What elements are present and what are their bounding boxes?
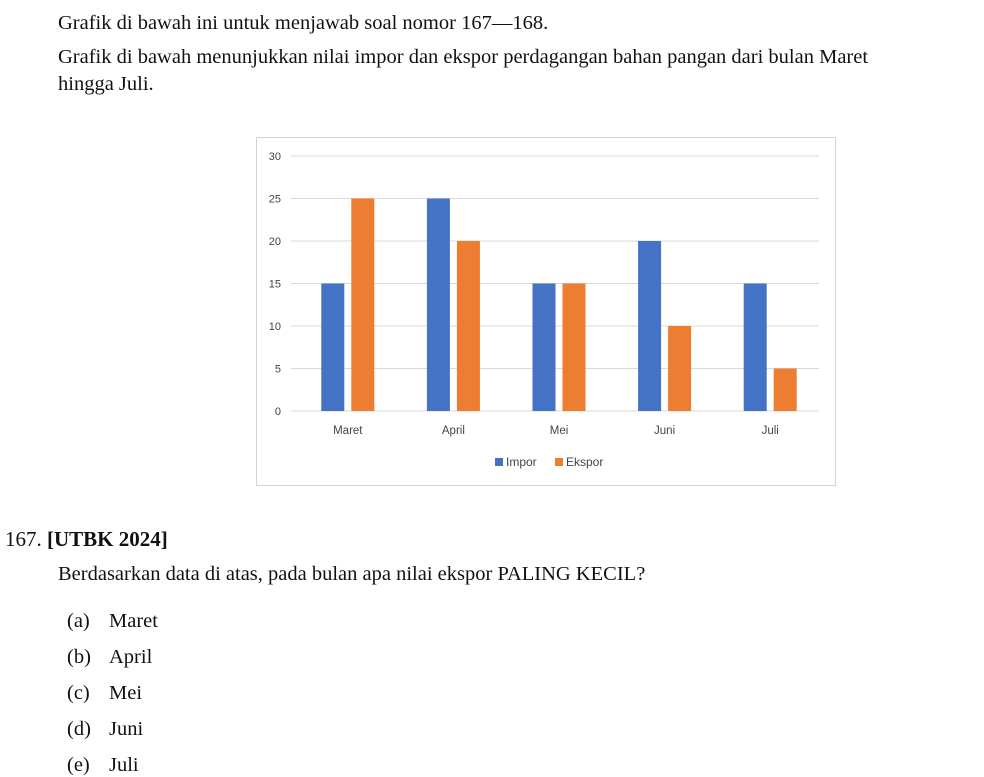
legend-swatch-ekspor <box>555 458 563 466</box>
bar-impor-maret <box>321 284 344 412</box>
question-number: 167. <box>5 527 42 551</box>
option-text: Juni <box>109 718 144 740</box>
y-tick-label: 0 <box>274 406 281 418</box>
intro-text: Grafik di bawah ini untuk menjawab soal nomor 167—168. <box>58 12 549 34</box>
y-tick-label: 15 <box>268 278 281 291</box>
legend-swatch-impor <box>495 458 503 466</box>
answer-option[interactable] <box>67 646 152 669</box>
description-line-1: Grafik di bawah menunjukkan nilai impor dan ekspor perdagangan bahan pangan dari bulan Maret <box>58 46 869 68</box>
x-tick-label: Juli <box>761 425 779 437</box>
legend-label-ekspor: Ekspor <box>566 455 604 469</box>
option-label: (a) <box>67 610 90 632</box>
option-text: Juli <box>109 754 139 776</box>
option-label: (d) <box>67 718 91 740</box>
answer-option[interactable] <box>67 610 158 633</box>
bar-impor-juli <box>744 284 767 412</box>
x-tick-label: April <box>441 425 465 437</box>
bar-ekspor-mei <box>563 284 586 412</box>
option-label: (b) <box>67 646 91 668</box>
bar-ekspor-juli <box>774 369 797 412</box>
y-tick-label: 5 <box>274 363 281 376</box>
legend-label-impor: Impor <box>506 455 537 469</box>
y-tick-label: 20 <box>268 236 281 248</box>
bar-ekspor-maret <box>351 199 374 412</box>
answer-option[interactable] <box>67 682 142 705</box>
y-tick-label: 30 <box>268 151 281 163</box>
question-source: [UTBK 2024] <box>47 527 168 551</box>
bar-ekspor-juni <box>668 326 691 411</box>
option-label: (e) <box>67 754 90 776</box>
bar-impor-mei <box>533 284 556 412</box>
option-label: (c) <box>67 682 90 704</box>
bar-impor-april <box>427 199 450 412</box>
option-text: April <box>109 646 153 668</box>
bar-impor-juni <box>638 241 661 411</box>
chart-svg <box>257 138 835 485</box>
x-tick-label: Juni <box>654 425 676 437</box>
y-tick-label: 25 <box>268 193 281 206</box>
question-text: Berdasarkan data di atas, pada bulan apa nilai ekspor PALING KECIL? <box>58 563 646 585</box>
option-text: Maret <box>109 610 158 632</box>
x-tick-label: Maret <box>333 425 363 437</box>
bar-ekspor-april <box>457 241 480 411</box>
y-tick-label: 10 <box>268 321 281 333</box>
x-tick-label: Mei <box>549 425 569 437</box>
question-header <box>5 527 168 552</box>
bar-chart <box>256 137 836 486</box>
option-text: Mei <box>109 682 143 704</box>
answer-option[interactable] <box>67 718 143 741</box>
description-line-2: hingga Juli. <box>58 73 154 95</box>
